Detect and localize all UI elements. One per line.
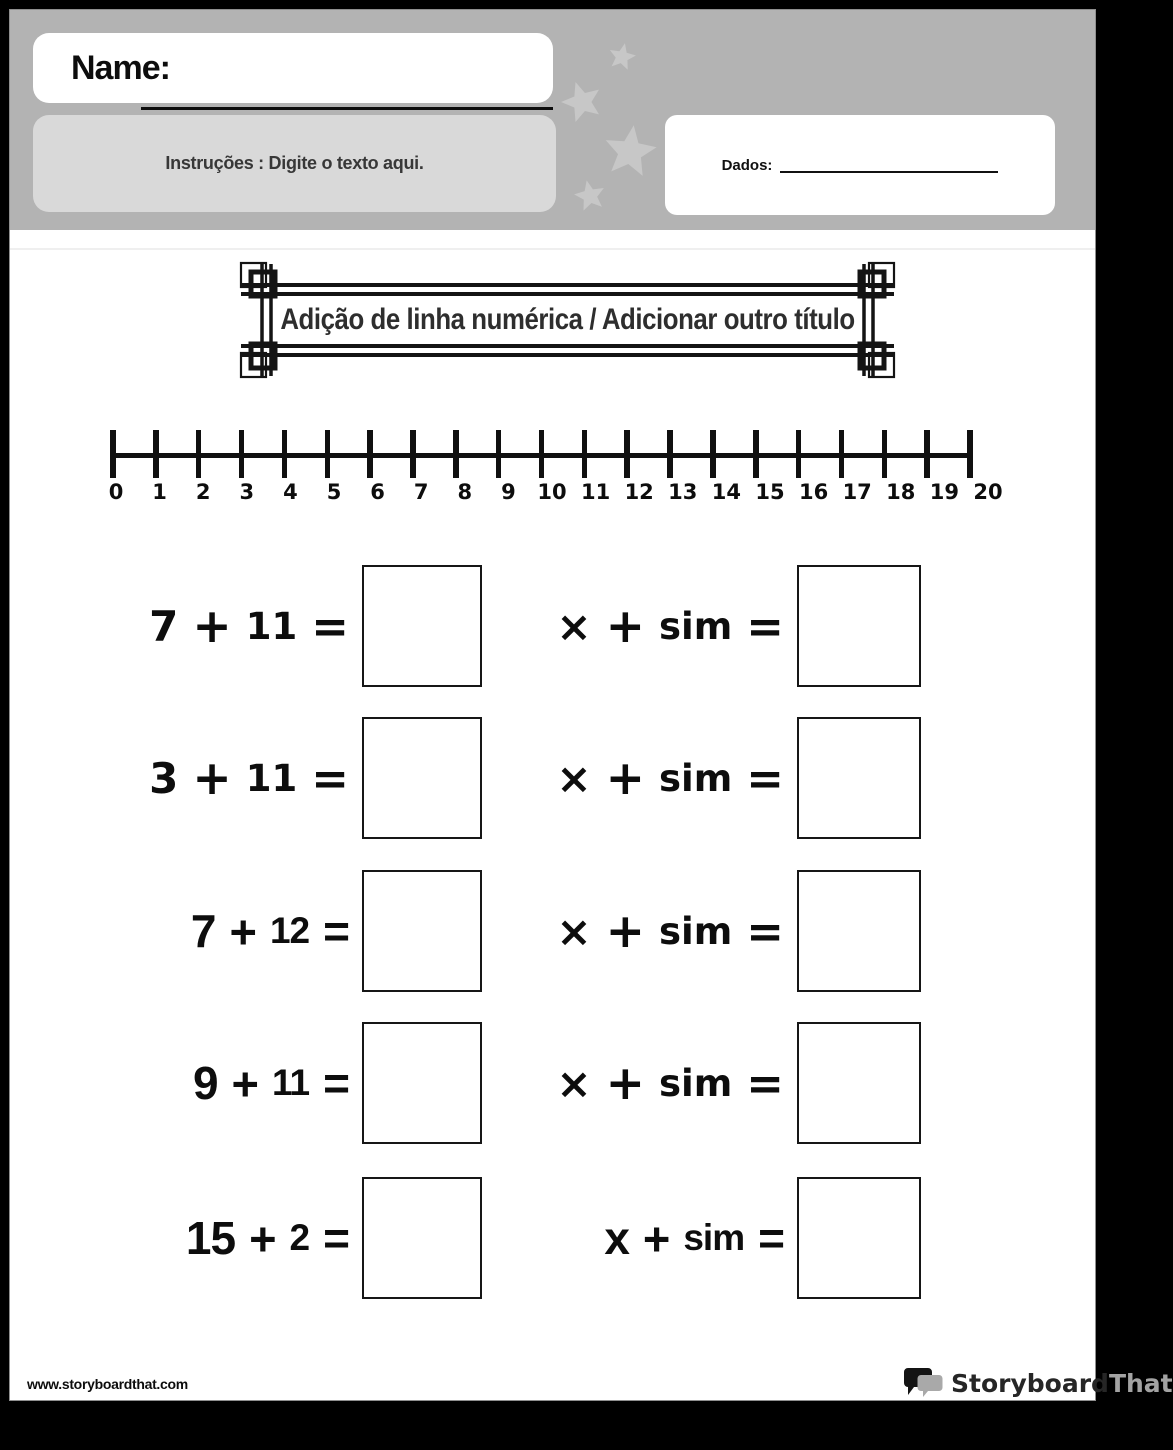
left-equation bbox=[70, 896, 355, 966]
right-equation bbox=[540, 1203, 790, 1273]
equation-term: = bbox=[311, 751, 349, 805]
equation-term: + bbox=[192, 750, 232, 806]
number-line-label: 11 bbox=[580, 480, 611, 504]
left-answer-box[interactable] bbox=[362, 1177, 482, 1299]
equation-term: 11 bbox=[245, 756, 298, 800]
equation-term: 2 bbox=[289, 1217, 310, 1258]
equation-term: 11 bbox=[245, 604, 298, 648]
footer-url: www.storyboardthat.com bbox=[27, 1376, 188, 1392]
logo-text bbox=[951, 1369, 1173, 1398]
logo-text-primary: Storyboard bbox=[951, 1368, 1109, 1398]
left-equation bbox=[70, 1048, 355, 1118]
equation-term: sim bbox=[683, 1217, 745, 1258]
number-line-label: 17 bbox=[842, 480, 872, 504]
equation-term: + bbox=[192, 598, 232, 654]
number-line-label: 18 bbox=[886, 480, 916, 504]
equation-term: sim bbox=[659, 756, 733, 800]
left-answer-box[interactable] bbox=[362, 1022, 482, 1144]
equation-term: × bbox=[556, 1058, 592, 1108]
number-line-label: 9 bbox=[501, 480, 516, 504]
number-line-label: 10 bbox=[537, 480, 567, 504]
name-label: Name: bbox=[71, 49, 170, 87]
worksheet-title: Adição de linha numérica / Adicionar outro título bbox=[280, 303, 855, 336]
dados-label: Dados: bbox=[721, 156, 773, 174]
left-answer-box[interactable] bbox=[362, 565, 482, 687]
left-equation bbox=[70, 591, 355, 661]
storyboardthat-logo bbox=[903, 1364, 1173, 1402]
equation-term: = bbox=[746, 904, 784, 958]
number-line-label: 6 bbox=[370, 480, 385, 504]
logo-text-secondary: That bbox=[1108, 1368, 1173, 1398]
instructions-text: Instruções : Digite o texto aqui. bbox=[165, 153, 424, 173]
worksheet-page bbox=[10, 10, 1173, 1400]
equation-term: + bbox=[642, 1211, 670, 1265]
number-line-label: 19 bbox=[929, 480, 959, 504]
number-line-label: 2 bbox=[195, 480, 211, 504]
equation-term: + bbox=[249, 1211, 276, 1265]
number-line-label: 7 bbox=[413, 480, 429, 504]
equation-term: = bbox=[311, 599, 349, 653]
number-line-label: 4 bbox=[283, 480, 298, 504]
right-equation bbox=[540, 1048, 790, 1118]
equation-term: 7 bbox=[190, 905, 216, 957]
left-equation bbox=[70, 743, 355, 813]
equation-term: 7 bbox=[149, 601, 179, 651]
number-line-label: 13 bbox=[668, 480, 698, 504]
equation-term: + bbox=[229, 904, 256, 958]
equation-term: 3 bbox=[149, 753, 179, 803]
equation-term: + bbox=[605, 903, 646, 959]
equation-term: + bbox=[605, 598, 646, 654]
right-equation bbox=[540, 743, 790, 813]
equation-term: + bbox=[231, 1056, 258, 1110]
equation-term: = bbox=[746, 751, 784, 805]
number-line-label: 16 bbox=[798, 480, 829, 504]
right-equation bbox=[540, 591, 790, 661]
right-equation bbox=[540, 896, 790, 966]
left-answer-box[interactable] bbox=[362, 717, 482, 839]
equation-term: × bbox=[556, 906, 592, 956]
equation-term: sim bbox=[659, 604, 733, 648]
right-answer-box[interactable] bbox=[797, 1177, 921, 1299]
equation-term: = bbox=[323, 905, 349, 957]
equation-term: x bbox=[604, 1212, 629, 1264]
number-line-label: 0 bbox=[108, 480, 124, 504]
number-line-label: 1 bbox=[152, 480, 167, 504]
equation-term: sim bbox=[659, 1061, 733, 1105]
equation-term: 11 bbox=[272, 1062, 310, 1103]
equation-term: 15 bbox=[185, 1212, 236, 1264]
equation-term: = bbox=[746, 599, 784, 653]
number-line-label: 8 bbox=[457, 480, 473, 504]
equation-term: = bbox=[323, 1212, 349, 1264]
number-line-label: 5 bbox=[326, 480, 342, 504]
right-answer-box[interactable] bbox=[797, 870, 921, 992]
right-answer-box[interactable] bbox=[797, 565, 921, 687]
speech-bubbles-icon bbox=[903, 1364, 945, 1402]
equation-term: = bbox=[758, 1212, 784, 1264]
right-answer-box[interactable] bbox=[797, 1022, 921, 1144]
number-line-label: 15 bbox=[755, 480, 785, 504]
equation-term: × bbox=[556, 601, 592, 651]
equation-term: 9 bbox=[192, 1057, 218, 1109]
number-line-label: 12 bbox=[624, 480, 654, 504]
equation-term: × bbox=[556, 753, 592, 803]
left-equation bbox=[70, 1203, 355, 1273]
equation-term: = bbox=[746, 1056, 784, 1110]
left-answer-box[interactable] bbox=[362, 870, 482, 992]
equation-term: + bbox=[605, 750, 646, 806]
equation-term: 12 bbox=[269, 910, 310, 951]
equation-term: = bbox=[323, 1057, 349, 1109]
number-line-label: 14 bbox=[711, 480, 741, 504]
number-line-label: 3 bbox=[239, 480, 255, 504]
equation-term: + bbox=[605, 1055, 646, 1111]
right-answer-box[interactable] bbox=[797, 717, 921, 839]
number-line-label: 20 bbox=[973, 480, 1003, 504]
equation-term: sim bbox=[659, 909, 733, 953]
problems bbox=[10, 10, 1095, 1400]
